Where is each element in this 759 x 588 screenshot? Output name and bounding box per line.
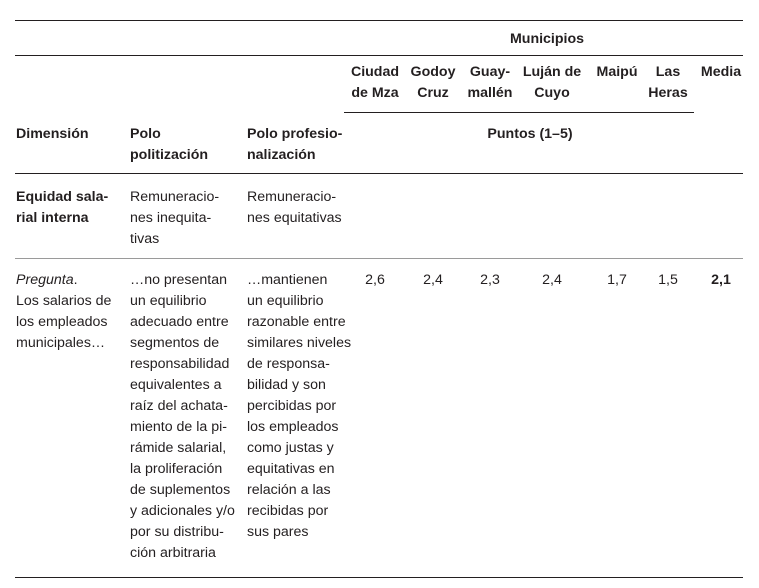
question-label-rest: . Los salarios de los empleados municipales… [16,272,112,351]
value-godoy-cruz: 2,4 [423,272,443,288]
header-bottom-rule [15,173,743,174]
columns-rule [344,112,694,113]
col-header-guaymallen: Guay- mallén [467,64,513,101]
col-header-ciudad-mza: Ciudad de Mza [350,64,400,101]
question-label-italic: Pregunta [16,272,74,288]
col-header-maipu: Maipú [596,64,638,80]
col-header-godoy-cruz: Godoy Cruz [410,64,456,101]
value-media: 2,1 [711,272,731,288]
question-polo-profesionalizacion: …mantienen un equilibrio razonable entre similares niveles de responsa- bilidad y son percibidas por los empleados como justas y equitativas en relación a las recibidas por sus pares [247,272,352,540]
col-header-polo-profesionalizacion: Polo profesio- nalización [247,126,343,163]
puntos-header: Puntos (1–5) [487,126,573,142]
col-header-media: Media [700,64,742,80]
section-polo-profesionalizacion: Remuneracio- nes equitativas [247,189,342,226]
col-header-lujan-de-cuyo: Luján de Cuyo [522,64,582,101]
question-label [16,270,111,354]
value-las-heras: 1,5 [658,272,678,288]
municipios-header: Municipios [509,31,585,47]
value-ciudad-mza: 2,6 [365,272,385,288]
col-header-las-heras: Las Heras [648,64,688,101]
municipios-rule [15,55,743,56]
col-header-dimension: Dimensión [16,126,89,142]
section-divider [15,258,743,259]
value-lujan-de-cuyo: 2,4 [542,272,562,288]
top-rule [15,20,743,21]
bottom-rule [15,577,743,578]
section-dimension: Equidad sala- rial interna [16,189,109,226]
section-polo-politizacion: Remuneracio- nes inequita- tivas [130,189,220,247]
col-header-polo-politizacion: Polo politización [130,126,209,163]
value-guaymallen: 2,3 [480,272,500,288]
question-polo-politizacion: …no presentan un equilibrio adecuado entre segmentos de responsabilidad equivalentes a raíz del achata- miento de la pi- rámide salarial, la proliferación de suplementos y adicionales y/o por su distribu- ción arbitraria [130,272,235,561]
value-maipu: 1,7 [607,272,627,288]
